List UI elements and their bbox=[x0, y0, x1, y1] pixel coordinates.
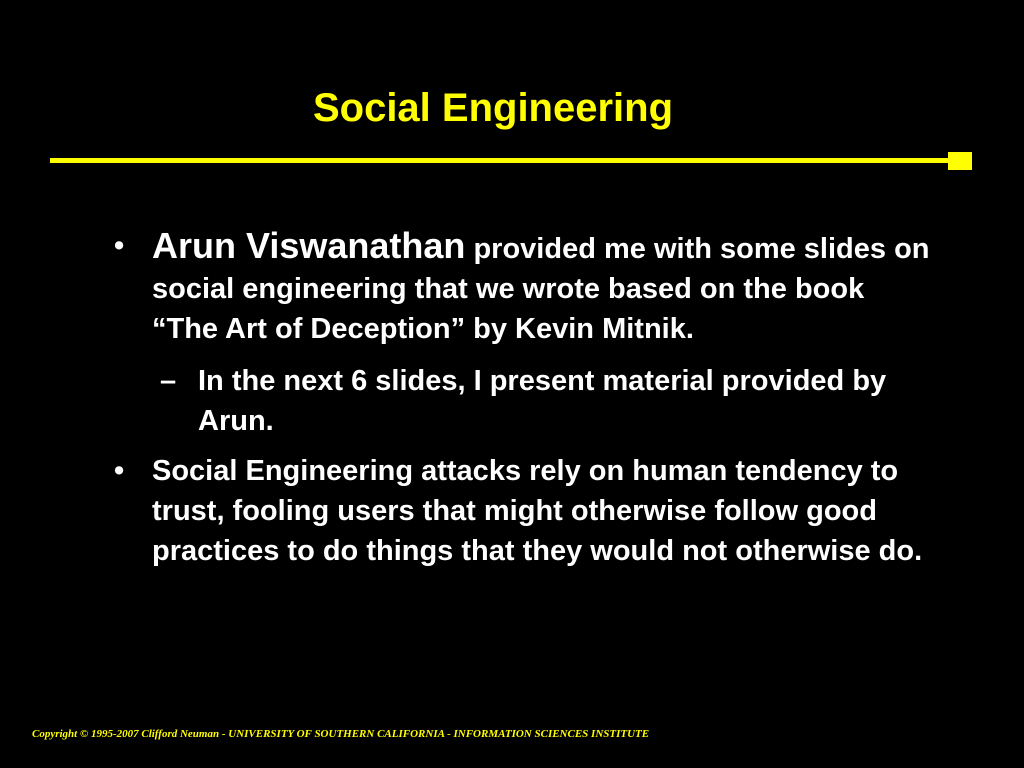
bullet-lead-name: Arun Viswanathan bbox=[152, 225, 466, 266]
bullet-item-1 bbox=[110, 226, 930, 441]
bullet-marker: • bbox=[114, 230, 125, 262]
title-underline-end-block bbox=[948, 152, 972, 170]
bullet-marker: • bbox=[114, 455, 125, 487]
bullet-text: provided me with some slides on social engineering that we wrote based on the book “The Art of Deception” by Kevin Mitnik. bbox=[152, 233, 930, 345]
bullet-text: Social Engineering attacks rely on human tendency to trust, fooling users that might otherwise follow good practices to do things that they would not otherwise do. bbox=[152, 455, 923, 567]
dash-marker: – bbox=[160, 365, 177, 397]
slide-title: Social Engineering bbox=[312, 86, 674, 130]
bullet-list bbox=[110, 226, 930, 571]
sub-bullet-item bbox=[152, 361, 930, 441]
title-underline bbox=[50, 158, 950, 163]
sub-bullet-text: In the next 6 slides, I present material provided by Arun. bbox=[198, 365, 887, 437]
copyright-footer: Copyright © 1995-2007 Clifford Neuman - UNIVERSITY OF SOUTHERN CALIFORNIA - INFORMATION SCIENCES INSTITUTE bbox=[32, 728, 650, 740]
bullet-item-2 bbox=[110, 451, 930, 571]
